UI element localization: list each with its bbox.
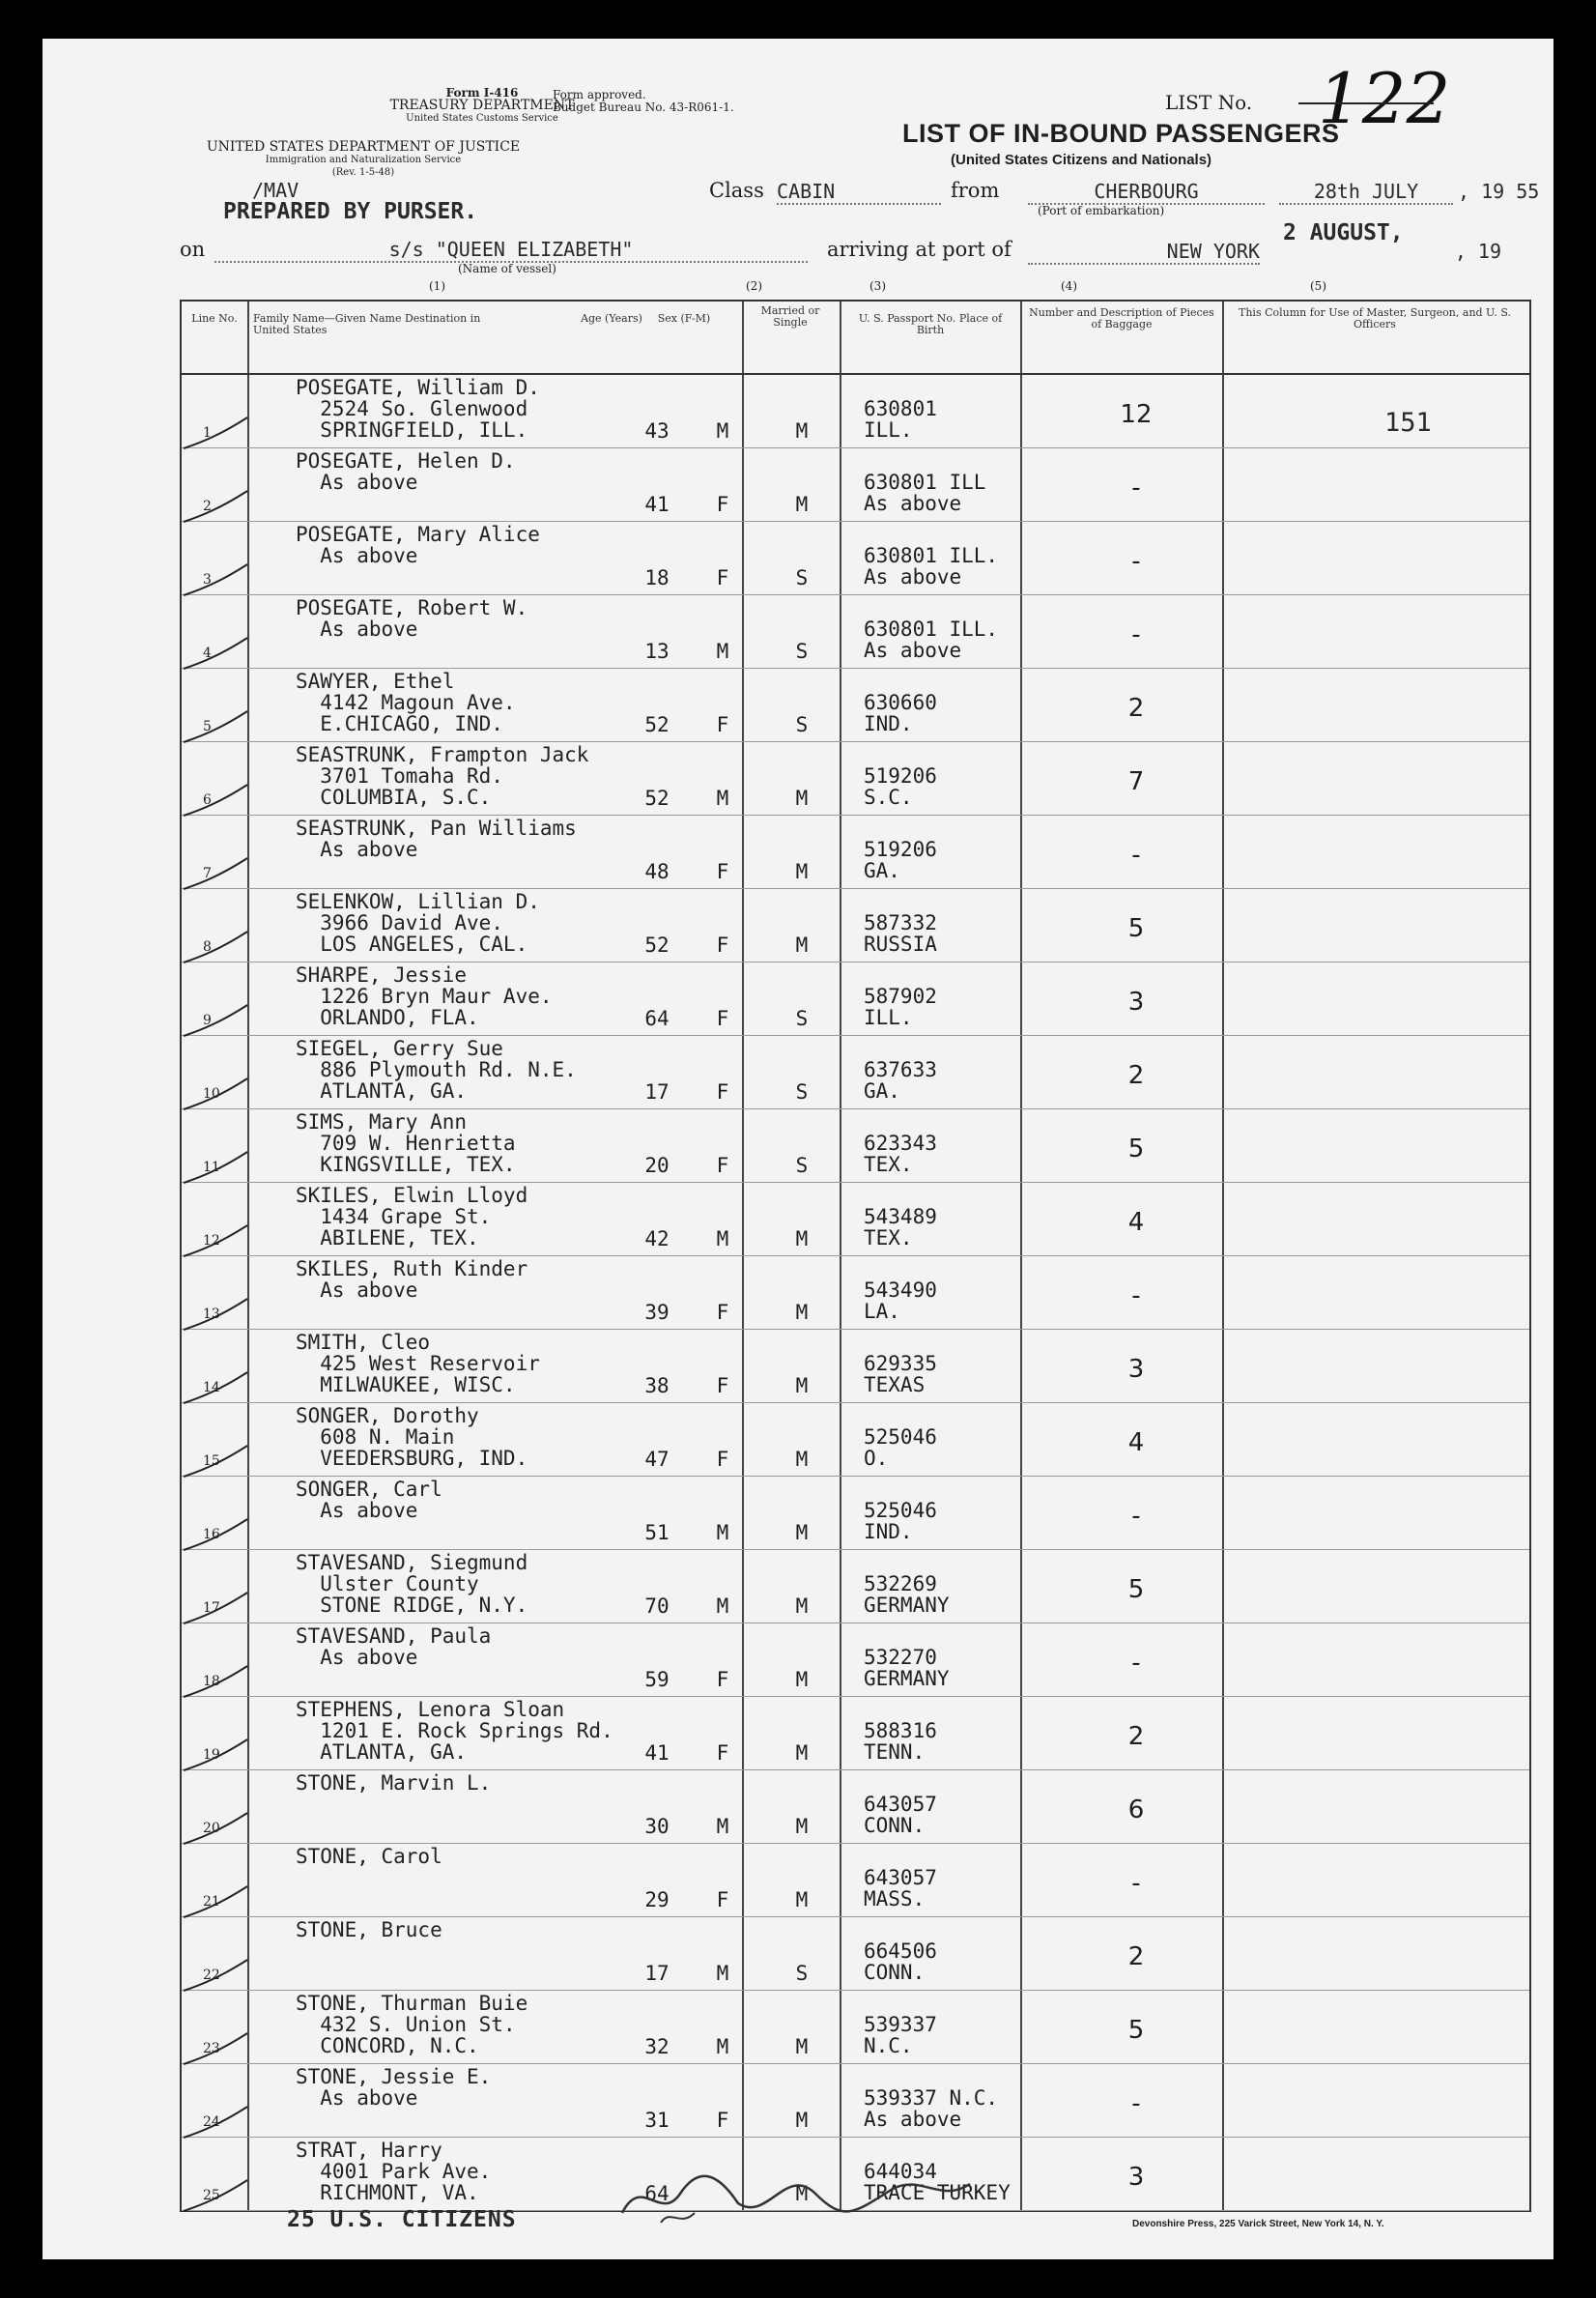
tick-mark — [182, 781, 249, 819]
passenger-age: 48 — [644, 860, 670, 883]
passenger-sex: M — [716, 1815, 729, 1838]
table-row — [182, 1330, 1529, 1403]
table-row — [182, 742, 1529, 816]
justice-dept: UNITED STATES DEPARTMENT OF JUSTICE — [206, 139, 521, 155]
passenger-age: 18 — [644, 566, 670, 589]
col-mark-4: (4) — [1061, 279, 1077, 293]
table-row — [182, 1477, 1529, 1550]
passenger-name: POSEGATE, Mary Alice As above — [296, 523, 540, 567]
passenger-sex: F — [716, 1154, 729, 1177]
from-value: CHERBOURG — [1028, 180, 1265, 205]
passenger-age: 20 — [644, 1154, 670, 1177]
passport-number: 587902 ILL. — [864, 985, 937, 1029]
passenger-name: STONE, Thurman Buie 432 S. Union St. CONCORD, N.C. — [296, 1992, 528, 2057]
table-row — [182, 522, 1529, 595]
passenger-name: SMITH, Cleo 425 West Reservoir MILWAUKEE, WISC. — [296, 1331, 540, 1396]
approved-text: Form approved. — [553, 88, 646, 101]
passenger-name: STAVESAND, Siegmund Ulster County STONE RIDGE, N.Y. — [296, 1551, 528, 1617]
passenger-name: STONE, Bruce — [296, 1918, 442, 1941]
table-row — [182, 1697, 1529, 1770]
marital-status: S — [795, 713, 809, 736]
passenger-name: SIMS, Mary Ann 709 W. Henrietta KINGSVILLE, TEX. — [296, 1110, 516, 1176]
baggage-count: - — [1131, 2089, 1141, 2118]
passport-number: 630660 IND. — [864, 691, 937, 735]
line-number: 1 — [203, 425, 212, 441]
on-label: on — [180, 238, 206, 261]
passenger-name: POSEGATE, William D. 2524 So. Glenwood SPRINGFIELD, ILL. — [296, 376, 540, 442]
passenger-sex: M — [716, 2035, 729, 2058]
marital-status: M — [795, 1227, 809, 1250]
baggage-count: - — [1131, 620, 1141, 649]
passenger-sex: F — [716, 1007, 729, 1030]
line-number: 6 — [203, 792, 212, 808]
passenger-age: 29 — [644, 1888, 670, 1911]
from-label: from — [951, 179, 1000, 202]
passport-number: 543489 TEX. — [864, 1205, 937, 1250]
line-number: 2 — [203, 499, 212, 514]
line-number: 8 — [203, 939, 212, 955]
passenger-age: 52 — [644, 787, 670, 810]
table-row — [182, 1844, 1529, 1917]
table-row — [182, 1770, 1529, 1844]
passport-number: 637633 GA. — [864, 1058, 937, 1103]
form-title: LIST OF IN-BOUND PASSENGERS — [902, 119, 1340, 148]
customs-service: United States Customs Service — [406, 113, 558, 124]
passenger-sex: F — [716, 1888, 729, 1911]
table-row — [182, 2064, 1529, 2138]
table-row — [182, 375, 1529, 448]
line-number: 24 — [203, 2114, 220, 2130]
passenger-age: 13 — [644, 640, 670, 663]
col-mark-2: (2) — [746, 279, 762, 293]
arriving-label: arriving at port of — [827, 238, 1012, 261]
passenger-name: SEASTRUNK, Frampton Jack 3701 Tomaha Rd. COLUMBIA, S.C. — [296, 743, 589, 809]
marital-status: M — [795, 1594, 809, 1618]
baggage-count: - — [1131, 1649, 1141, 1678]
treasury-dept: TREASURY DEPARTMENT — [389, 98, 575, 113]
marital-status: M — [795, 2182, 809, 2205]
baggage-count: 3 — [1127, 2163, 1145, 2192]
passenger-name: SELENKOW, Lillian D. 3966 David Ave. LOS ANGELES, CAL. — [296, 890, 540, 956]
passenger-name: STONE, Marvin L. — [296, 1771, 492, 1795]
passenger-sex: F — [716, 1741, 729, 1765]
line-number: 15 — [203, 1453, 220, 1469]
form-approved — [553, 89, 734, 114]
revision: (Rev. 1-5-48) — [331, 167, 395, 178]
tick-mark — [182, 634, 249, 673]
baggage-count: 5 — [1127, 1575, 1145, 1604]
table-row — [182, 448, 1529, 522]
baggage-count: 5 — [1127, 2016, 1145, 2045]
passenger-age: 42 — [644, 1227, 670, 1250]
passport-number: 630801 ILL. — [864, 397, 937, 442]
line-number: 18 — [203, 1674, 220, 1689]
marital-status: M — [795, 1668, 809, 1691]
passenger-age: 31 — [644, 2109, 670, 2132]
justice-header — [180, 141, 547, 179]
passport-number: 587332 RUSSIA — [864, 911, 937, 956]
prepared-by: PREPARED BY PURSER. — [223, 199, 478, 224]
tick-mark — [182, 854, 249, 893]
passenger-name: SKILES, Elwin Lloyd 1434 Grape St. ABILENE, TEX. — [296, 1184, 528, 1250]
passport-number: 519206 GA. — [864, 838, 937, 882]
passenger-sex: F — [716, 713, 729, 736]
baggage-count: 2 — [1127, 1061, 1145, 1090]
passenger-age: 64 — [644, 1007, 670, 1030]
marital-status: M — [795, 1448, 809, 1471]
marital-status: M — [795, 1521, 809, 1544]
baggage-count: - — [1131, 1502, 1141, 1531]
line-number: 21 — [203, 1894, 220, 1910]
line-number: 4 — [203, 646, 212, 661]
departure-year: , 19 55 — [1458, 180, 1540, 203]
col-head-officers: This Column for Use of Master, Surgeon, and U. S. Officers — [1239, 306, 1511, 330]
marital-status: S — [795, 1154, 809, 1177]
passenger-name: SEASTRUNK, Pan Williams As above — [296, 817, 577, 861]
table-row — [182, 1183, 1529, 1256]
passport-number: 630801 ILL. As above — [864, 544, 999, 589]
arrival-date: 2 AUGUST, — [1283, 220, 1404, 245]
passenger-name: STONE, Jessie E. As above — [296, 2065, 492, 2110]
tick-mark — [182, 1442, 249, 1480]
table-row — [182, 1256, 1529, 1330]
passenger-name: SIEGEL, Gerry Sue 886 Plymouth Rd. N.E. ATLANTA, GA. — [296, 1037, 577, 1103]
line-number: 10 — [203, 1086, 220, 1102]
arrival-year: , 19 — [1454, 240, 1501, 263]
passenger-name: SKILES, Ruth Kinder As above — [296, 1257, 528, 1302]
tick-mark — [182, 1809, 249, 1848]
passenger-sex: F — [716, 566, 729, 589]
passenger-sex: M — [716, 1521, 729, 1544]
baggage-count: 2 — [1127, 1942, 1145, 1971]
line-number: 19 — [203, 1747, 220, 1763]
marital-status: M — [795, 419, 809, 443]
passport-number: 525046 O. — [864, 1425, 937, 1470]
passenger-name: SHARPE, Jessie 1226 Bryn Maur Ave. ORLANDO, FLA. — [296, 963, 553, 1029]
passenger-sex: M — [716, 1227, 729, 1250]
table-row — [182, 1550, 1529, 1623]
col-head-age: Age (Years) — [581, 312, 642, 325]
marital-status: S — [795, 1007, 809, 1030]
tick-mark — [182, 1662, 249, 1701]
col-head-line: Line No. — [191, 312, 238, 325]
baggage-count: 2 — [1127, 694, 1145, 723]
passport-number: 644034 TRACE TURKEY — [864, 2160, 1011, 2204]
passport-number: 539337 N.C. As above — [864, 2086, 999, 2131]
line-number: 3 — [203, 572, 212, 588]
baggage-count: 7 — [1127, 767, 1145, 796]
col-head-sex: Sex (F-M) — [657, 312, 711, 325]
passenger-sex: F — [716, 1668, 729, 1691]
passenger-name: STEPHENS, Lenora Sloan 1201 E. Rock Springs Rd. ATLANTA, GA. — [296, 1698, 613, 1764]
baggage-count: - — [1131, 1869, 1141, 1898]
baggage-count: - — [1131, 841, 1141, 870]
table-row — [182, 1403, 1529, 1477]
passenger-sex: M — [716, 787, 729, 810]
marital-status: S — [795, 640, 809, 663]
baggage-count: 12 — [1120, 400, 1153, 429]
col-head-passport: U. S. Passport No. Place of Birth — [858, 312, 1003, 336]
line-number: 25 — [203, 2188, 220, 2203]
budget-text: Budget Bureau No. 43-R061-1. — [553, 101, 734, 114]
passenger-sex: M — [716, 1962, 729, 1985]
line-number: 14 — [203, 1380, 220, 1395]
line-number: 23 — [203, 2041, 220, 2056]
passenger-sex: F — [716, 1374, 729, 1397]
passport-number: 532270 GERMANY — [864, 1646, 950, 1690]
passport-number: 539337 N.C. — [864, 2013, 937, 2057]
marital-status: M — [795, 2035, 809, 2058]
baggage-count: 5 — [1127, 914, 1145, 943]
embark-note: (Port of embarkation) — [1038, 204, 1165, 217]
passenger-name: SONGER, Carl As above — [296, 1478, 442, 1522]
table-row — [182, 595, 1529, 669]
table-row — [182, 669, 1529, 742]
passenger-sex: M — [716, 419, 729, 443]
passenger-age: 64 — [644, 2182, 670, 2205]
col-head-name: Family Name—Given Name Destination in United States — [253, 312, 481, 336]
line-number: 12 — [203, 1233, 220, 1249]
tick-mark — [182, 707, 249, 746]
passenger-sex: F — [716, 1301, 729, 1324]
passenger-age: 30 — [644, 1815, 670, 1838]
baggage-count: 4 — [1127, 1428, 1145, 1457]
tick-mark — [182, 560, 249, 599]
tick-mark — [182, 487, 249, 526]
list-number: 122 — [1318, 58, 1451, 139]
passenger-age: 51 — [644, 1521, 670, 1544]
officer-signature — [603, 2155, 1038, 2232]
passenger-name: POSEGATE, Robert W. As above — [296, 596, 528, 641]
marital-status: M — [795, 1741, 809, 1765]
printer-credit: Devonshire Press, 225 Varick Street, New York 14, N. Y. — [1132, 2219, 1384, 2229]
col-head-baggage: Number and Description of Pieces of Baggage — [1029, 306, 1214, 330]
baggage-count: 3 — [1127, 1355, 1145, 1384]
passenger-sex: F — [716, 934, 729, 957]
passenger-age: 41 — [644, 1741, 670, 1765]
passenger-sex: F — [716, 2109, 729, 2132]
passenger-age: 52 — [644, 713, 670, 736]
passenger-name: POSEGATE, Helen D. As above — [296, 449, 516, 494]
table-row — [182, 962, 1529, 1036]
passenger-name: STONE, Carol — [296, 1845, 442, 1868]
tick-mark — [182, 928, 249, 966]
ins-service: Immigration and Naturalization Service — [265, 155, 462, 165]
tick-mark — [182, 1956, 249, 1995]
passenger-age: 59 — [644, 1668, 670, 1691]
passenger-name: SONGER, Dorothy 608 N. Main VEEDERSBURG, IND. — [296, 1404, 528, 1470]
line-number: 13 — [203, 1307, 220, 1322]
passenger-name: STRAT, Harry 4001 Park Ave. RICHMONT, VA. — [296, 2139, 492, 2204]
marital-status: S — [795, 1080, 809, 1104]
passenger-sex: M — [716, 640, 729, 663]
tick-mark — [182, 1589, 249, 1627]
marital-status: M — [795, 860, 809, 883]
marital-status: M — [795, 1815, 809, 1838]
tick-mark — [182, 1736, 249, 1774]
line-number: 7 — [203, 866, 212, 881]
baggage-count: - — [1131, 474, 1141, 503]
vessel-note: (Name of vessel) — [458, 262, 556, 275]
passenger-age: 17 — [644, 1962, 670, 1985]
passenger-age: 17 — [644, 1080, 670, 1104]
tick-mark — [182, 1221, 249, 1260]
baggage-count: 6 — [1127, 1795, 1145, 1824]
marital-status: S — [795, 566, 809, 589]
passport-number: 629335 TEXAS — [864, 1352, 937, 1396]
marital-status: M — [795, 934, 809, 957]
passport-number: 525046 IND. — [864, 1499, 937, 1543]
citizens-total: 25 U.S. CITIZENS — [287, 2207, 517, 2232]
passenger-age: 38 — [644, 1374, 670, 1397]
line-number: 17 — [203, 1600, 220, 1616]
tick-mark — [182, 1368, 249, 1407]
arrival-port: NEW YORK — [1028, 240, 1260, 265]
passport-number: 643057 CONN. — [864, 1793, 937, 1837]
passenger-name: STAVESAND, Paula As above — [296, 1624, 492, 1669]
manifest-page — [43, 39, 1553, 2259]
passenger-sex: F — [716, 1448, 729, 1471]
line-number: 16 — [203, 1527, 220, 1542]
line-number: 22 — [203, 1968, 220, 1983]
baggage-count: 3 — [1127, 988, 1145, 1017]
passport-number: 664506 CONN. — [864, 1939, 937, 1984]
class-value: CABIN — [777, 180, 941, 205]
passenger-sex: F — [716, 493, 729, 516]
table-row — [182, 1109, 1529, 1183]
passenger-table — [180, 300, 1531, 2212]
tick-mark — [182, 1295, 249, 1334]
table-row — [182, 889, 1529, 962]
tick-mark — [182, 1075, 249, 1113]
list-number-label: LIST No. — [1165, 91, 1253, 114]
passport-number: 543490 LA. — [864, 1278, 937, 1323]
tick-mark — [182, 1515, 249, 1554]
marital-status: M — [795, 1888, 809, 1911]
list-number-line — [1298, 102, 1434, 104]
tick-mark — [182, 2103, 249, 2141]
marital-status: M — [795, 1301, 809, 1324]
clerk-initials: /MAV — [252, 179, 299, 202]
line-number: 5 — [203, 719, 212, 734]
marital-status: M — [795, 2109, 809, 2132]
passport-number: 588316 TENN. — [864, 1719, 937, 1764]
line-number: 11 — [203, 1160, 220, 1175]
passenger-age: 43 — [644, 419, 670, 443]
passenger-age: 39 — [644, 1301, 670, 1324]
line-number: 9 — [203, 1013, 212, 1028]
passport-number: 623343 TEX. — [864, 1132, 937, 1176]
passenger-age: 52 — [644, 934, 670, 957]
col-mark-1: (1) — [429, 279, 445, 293]
tick-mark — [182, 414, 249, 452]
form-subtitle: (United States Citizens and Nationals) — [951, 152, 1212, 168]
class-label: Class — [709, 179, 764, 202]
tick-mark — [182, 2176, 249, 2215]
passenger-sex: M — [716, 1594, 729, 1618]
passport-number: 519206 S.C. — [864, 764, 937, 809]
marital-status: S — [795, 1962, 809, 1985]
table-row — [182, 1623, 1529, 1697]
col-head-married: Married or Single — [760, 304, 820, 329]
passenger-sex: F — [716, 860, 729, 883]
passenger-age: 41 — [644, 493, 670, 516]
form-number: Form I-416 — [445, 86, 519, 100]
marital-status: M — [795, 493, 809, 516]
col-mark-3: (3) — [869, 279, 886, 293]
marital-status: M — [795, 1374, 809, 1397]
baggage-count: 5 — [1127, 1135, 1145, 1163]
passenger-age: 32 — [644, 2035, 670, 2058]
passenger-age: 70 — [644, 1594, 670, 1618]
passport-number: 630801 ILL. As above — [864, 618, 999, 662]
passport-number: 643057 MASS. — [864, 1866, 937, 1910]
tick-mark — [182, 1148, 249, 1187]
table-row — [182, 1917, 1529, 1991]
baggage-count: - — [1131, 547, 1141, 576]
tick-mark — [182, 1001, 249, 1040]
tick-mark — [182, 1882, 249, 1921]
vessel-name: s/s "QUEEN ELIZABETH" — [214, 238, 808, 263]
line-number: 20 — [203, 1821, 220, 1836]
passport-number: 630801 ILL As above — [864, 471, 986, 515]
passenger-sex: F — [716, 1080, 729, 1104]
table-row — [182, 1991, 1529, 2064]
table-row — [182, 1036, 1529, 1109]
departure-date: 28th JULY — [1279, 180, 1453, 205]
marital-status: M — [795, 787, 809, 810]
passenger-age: 47 — [644, 1448, 670, 1471]
passport-number: 532269 GERMANY — [864, 1572, 950, 1617]
table-row — [182, 816, 1529, 889]
tick-mark — [182, 2029, 249, 2068]
baggage-count: - — [1131, 1281, 1141, 1310]
passenger-name: SAWYER, Ethel 4142 Magoun Ave. E.CHICAGO, IND. — [296, 670, 516, 735]
baggage-count: 4 — [1127, 1208, 1145, 1237]
baggage-count: 2 — [1127, 1722, 1145, 1751]
col-mark-5: (5) — [1310, 279, 1326, 293]
officer-note: 151 — [1384, 408, 1432, 438]
